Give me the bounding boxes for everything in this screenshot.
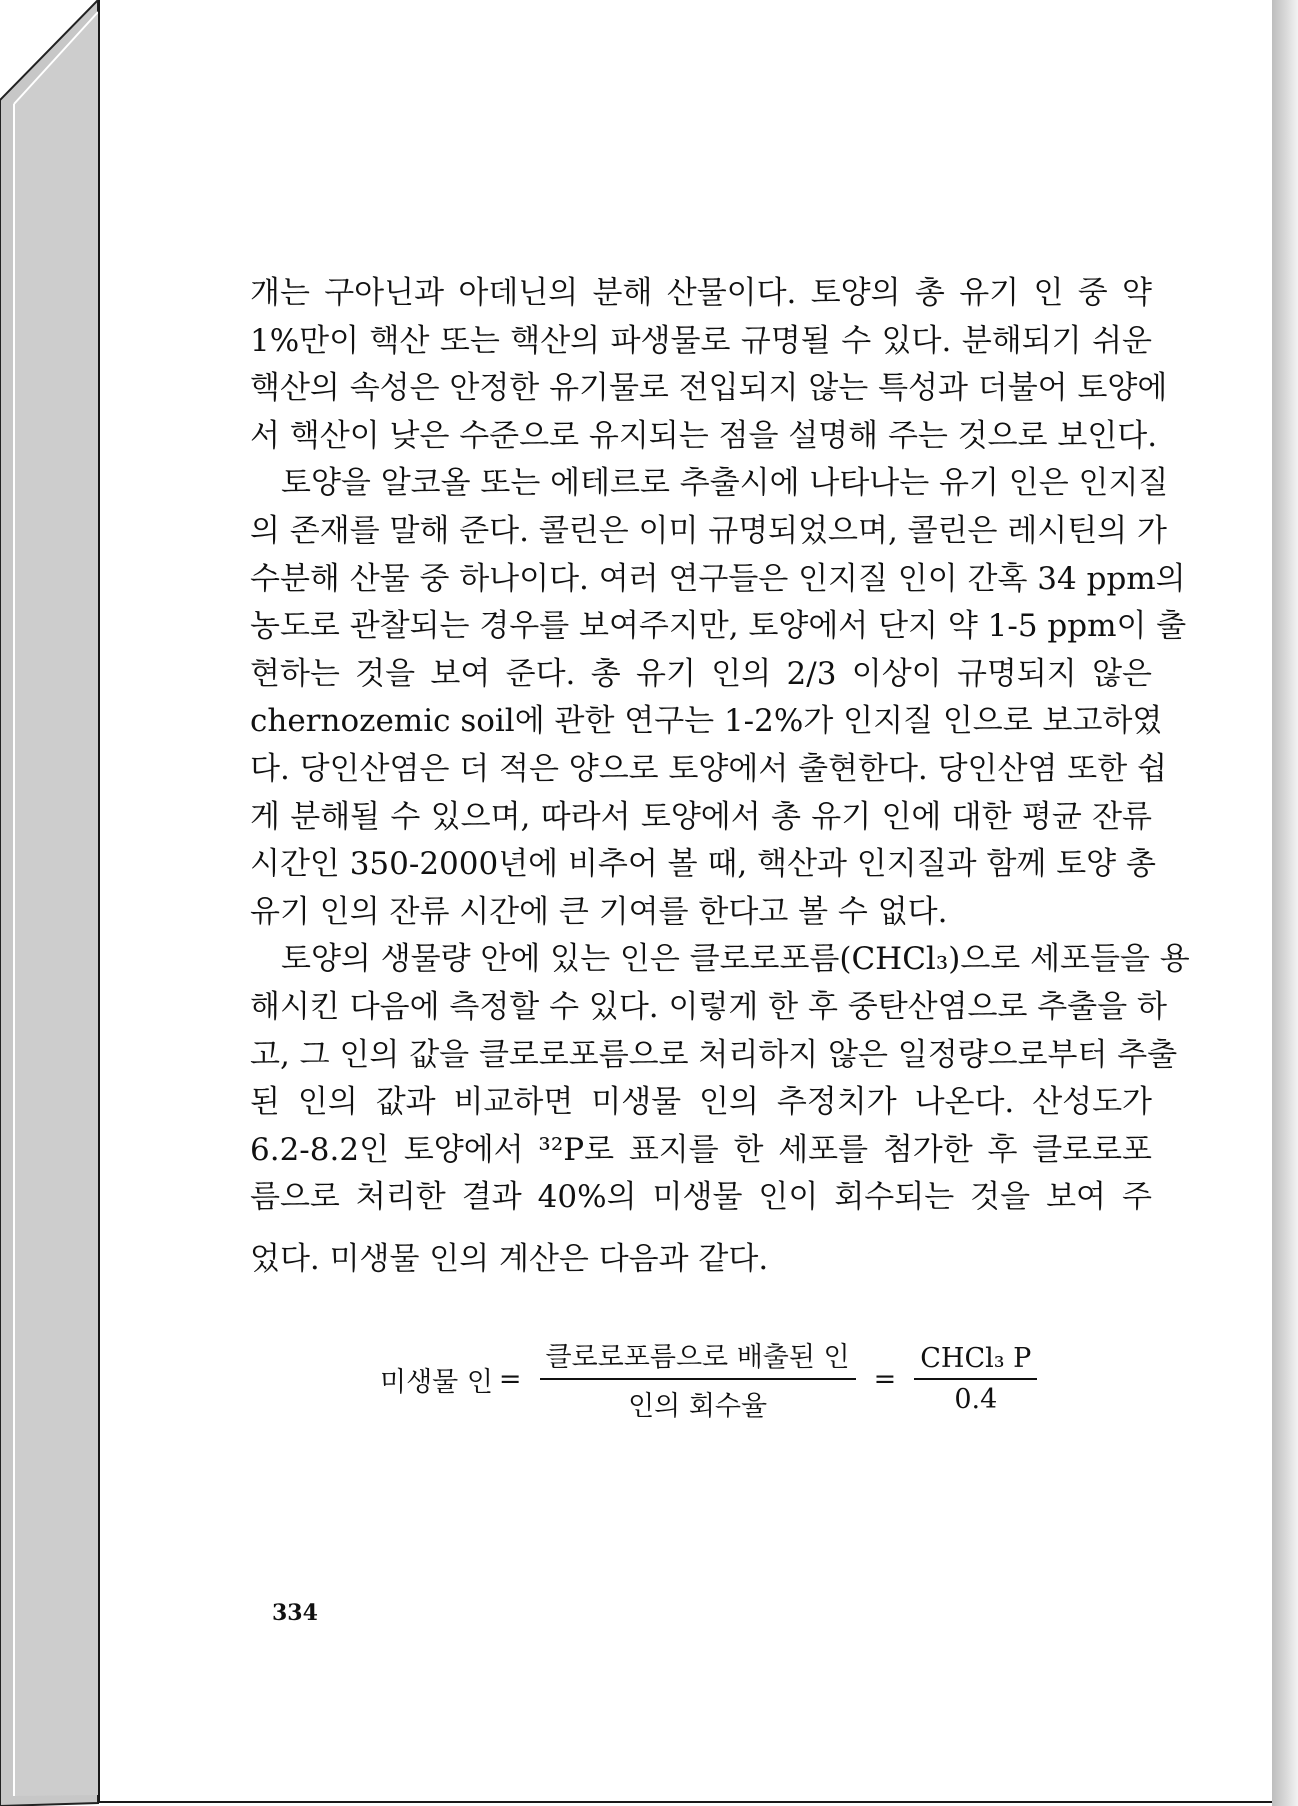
paragraph-2 (250, 460, 1187, 936)
formula-lhs: 미생물 인 (380, 1366, 493, 1398)
text-line: 농도로 관찰되는 경우를 보여주지만, 토양에서 단지 약 1-5 ppm이 출 (250, 608, 1187, 645)
formula-equals: = (498, 1363, 522, 1395)
text-line: 의 존재를 말해 준다. 콜린은 이미 규명되었으며, 콜린은 레시틴의 가 (250, 512, 1167, 549)
body-text (250, 270, 1190, 1283)
page-right-shadow (1272, 0, 1298, 1806)
text-line: chernozemic soil에 관한 연구는 1-2%가 인지질 인으로 보고하였 (250, 703, 1163, 740)
text-line: 었다. 미생물 인의 계산은 다음과 같다. (250, 1240, 769, 1277)
text-line: 핵산의 속성은 안정한 유기물로 전입되지 않는 특성과 더불어 토양에 (250, 370, 1168, 407)
fraction-numerator: 클로로포름으로 배출된 인 (540, 1335, 856, 1380)
text-line: 게 분해될 수 있으며, 따라서 토양에서 총 유기 인에 대한 평균 잔류 (250, 798, 1152, 835)
text-line: 고, 그 인의 값을 클로로포름으로 처리하지 않은 일정량으로부터 추출 (250, 1036, 1178, 1073)
formula-equals: = (873, 1363, 897, 1395)
text-line: 개는 구아닌과 아데닌의 분해 산물이다. 토양의 총 유기 인 중 약 (250, 275, 1152, 311)
text-line: 수분해 산물 중 하나이다. 여러 연구들은 인지질 인이 간혹 34 ppm의 (250, 560, 1186, 597)
text-line: 해시킨 다음에 측정할 수 있다. 이렇게 한 후 중탄산염으로 추출을 하 (250, 988, 1167, 1025)
text-line: 름으로 처리한 결과 40%의 미생물 인이 회수되는 것을 보여 주 (250, 1179, 1152, 1216)
fraction-denominator: 0.4 (954, 1384, 998, 1415)
formula-fraction-1 (540, 1335, 856, 1423)
text-line: 시간인 350-2000년에 비추어 볼 때, 핵산과 인지질과 함께 토양 총 (250, 846, 1156, 883)
text-line: 6.2-8.2인 토양에서 ³²P로 표지를 한 세포를 첨가한 후 클로로포 (250, 1131, 1152, 1168)
text-line: 유기 인의 잔류 시간에 큰 기여를 한다고 볼 수 없다. (250, 893, 948, 930)
text-line: 다. 당인산염은 더 적은 양으로 토양에서 출현한다. 당인산염 또한 쉽 (250, 750, 1167, 787)
text-line: 서 핵산이 낮은 수준으로 유지되는 점을 설명해 주는 것으로 보인다. (250, 417, 1158, 454)
text-line: 토양의 생물량 안에 있는 인은 클로로포름(CHCl₃)으로 세포들을 용 (281, 941, 1190, 978)
text-line: 된 인의 값과 비교하면 미생물 인의 추정치가 나온다. 산성도가 (250, 1084, 1152, 1121)
fraction-numerator: CHCl₃ P (914, 1343, 1037, 1380)
text-line: 토양을 알코올 또는 에테르로 추출시에 나타나는 유기 인은 인지질 (281, 465, 1169, 502)
microbial-p-formula (380, 1335, 1049, 1423)
formula-fraction-2 (914, 1343, 1037, 1415)
page-number: 334 (272, 1600, 318, 1626)
fraction-denominator: 인의 회수율 (628, 1391, 768, 1422)
paragraph-1 (250, 270, 1168, 460)
text-line: 현하는 것을 보여 준다. 총 유기 인의 2/3 이상이 규명되지 않은 (250, 655, 1152, 692)
paragraph-3 (250, 936, 1190, 1283)
text-line: 1%만이 핵산 또는 핵산의 파생물로 규명될 수 있다. 분해되기 쉬운 (250, 322, 1152, 359)
